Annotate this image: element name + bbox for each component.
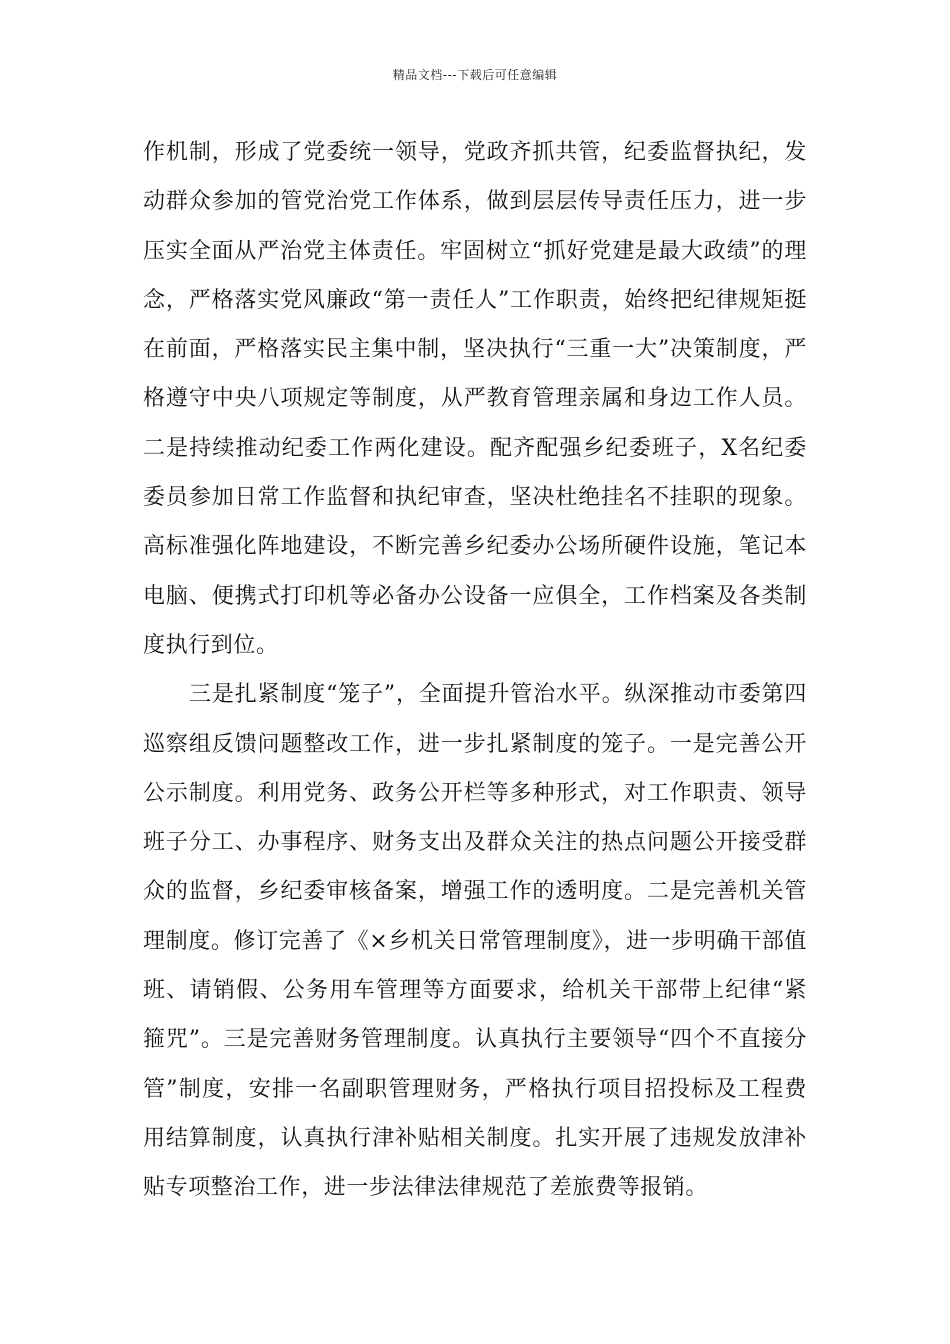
paragraph-section-three: 三是扎紧制度“笼子”，全面提升管治水平。纵深推动市委第四巡察组反馈问题整改工作，进一步扎紧制度的笼子。一是完善公开公示制度。利用党务、政务公开栏等多种形式，对工作职责、领导班子分工、办事程序、财务支出及群众关注的热点问题公开接受群众的监督，乡纪委审核备案，增强工作的透明度。二是完善机关管理制度。修订完善了《×乡机关日常管理制度》，进一步明确干部值班、请销假、公务用车管理等方面要求，给机关干部带上纪律“紧箍咒”。三是完善财务管理制度。认真执行主要领导“四个不直接分管”制度，安排一名副职管理财务，严格执行项目招投标及工程费用结算制度，认真执行津补贴相关制度。扎实开展了违规发放津补贴专项整治工作，进一步法律法律规范了差旅费等报销。 xyxy=(143,682,807,1201)
document-body xyxy=(143,128,807,1213)
paragraph-continuation: 作机制，形成了党委统一领导，党政齐抓共管，纪委监督执纪，发动群众参加的管党治党工作体系，做到层层传导责任压力，进一步压实全面从严治党主体责任。牢固树立“抓好党建是最大政绩”的理念，严格落实党风廉政“第一责任人”工作职责，始终把纪律规矩挺在前面，严格落实民主集中制，坚决执行“三重一大”决策制度，严格遵守中央八项规定等制度，从严教育管理亲属和身边工作人员。二是持续推动纪委工作两化建设。配齐配强乡纪委班子，X名纪委委员参加日常工作监督和执纪审查，坚决杜绝挂名不挂职的现象。高标准强化阵地建设，不断完善乡纪委办公场所硬件设施，笔记本电脑、便携式打印机等必备办公设备一应俱全，工作档案及各类制度执行到位。 xyxy=(143,140,807,658)
page-header: 精品文档---下载后可任意编辑 xyxy=(392,68,558,82)
